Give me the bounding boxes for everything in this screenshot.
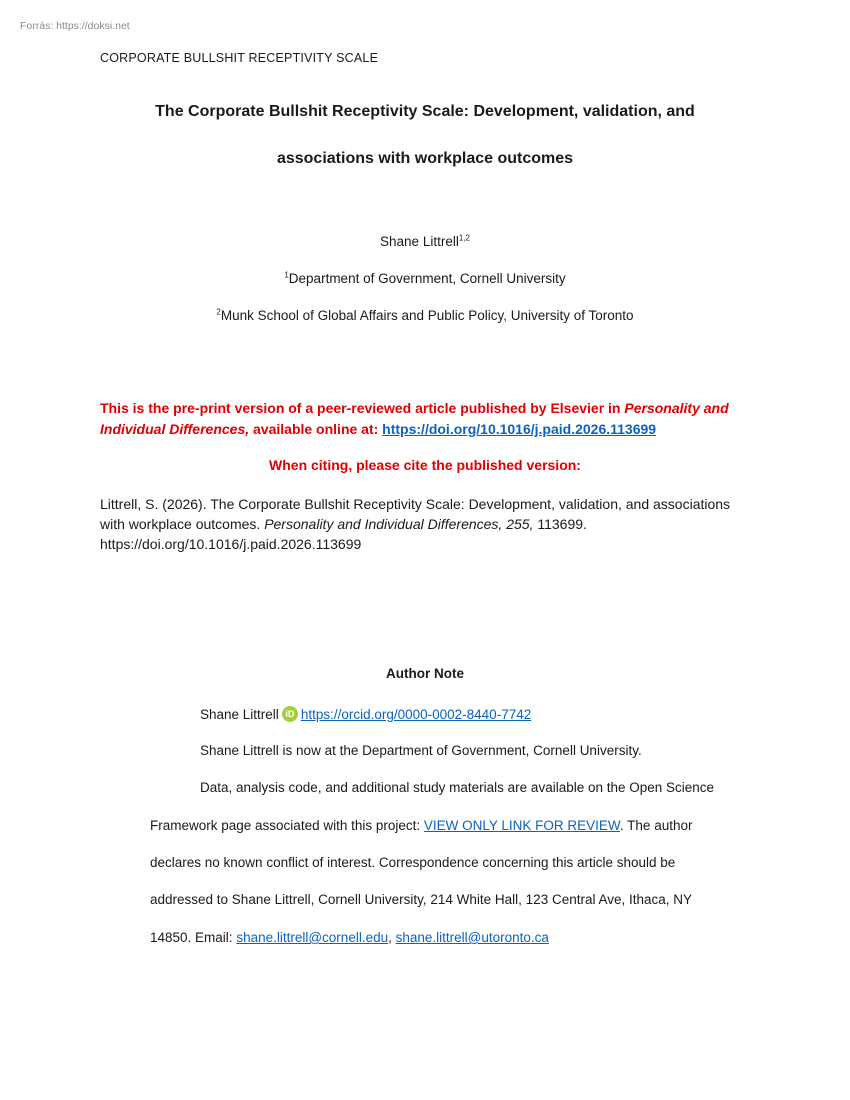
notice-journal: Personality and Individual Differences,: [100, 400, 729, 437]
preprint-notice: [100, 398, 760, 440]
doi-link[interactable]: https://doi.org/10.1016/j.paid.2026.113699: [382, 421, 657, 437]
source-watermark: Forrás: https://doksi.net: [20, 20, 130, 32]
osf-line: [150, 818, 692, 833]
affiliation-2: [0, 308, 850, 323]
orcid-icon[interactable]: iD: [282, 706, 298, 722]
orcid-link[interactable]: https://orcid.org/0000-0002-8440-7742: [300, 707, 532, 722]
notice-text-1: This is the pre-print version of a peer-reviewed article published by Elsevier in: [100, 400, 625, 416]
affiliation-superscript: 1: [284, 270, 289, 280]
citation-part-2: 113699. https://doi.org/10.1016/j.paid.2026.113699: [100, 516, 587, 552]
citation: [100, 494, 740, 554]
affiliation-1: [0, 271, 850, 286]
paper-title-line-1: The Corporate Bullshit Receptivity Scale: Development, validation, and: [155, 103, 695, 120]
osf-review-link[interactable]: VIEW ONLY LINK FOR REVIEW: [423, 818, 620, 833]
address-line: addressed to Shane Littrell, Cornell University, 214 White Hall, 123 Central Ave, Ithaca, NY: [150, 892, 693, 907]
orcid-line: [200, 706, 531, 722]
affiliation-superscript: 2: [216, 307, 221, 317]
author-note-heading: Author Note: [386, 666, 464, 681]
email-separator: ,: [388, 930, 396, 945]
orcid-author-name: Shane Littrell: [200, 707, 279, 722]
notice-text-2: available online at:: [249, 421, 383, 437]
email-link-cornell[interactable]: shane.littrell@cornell.edu: [236, 930, 389, 945]
citation-journal: Personality and Individual Differences, 255,: [264, 516, 534, 532]
author-superscript: 1,2: [458, 233, 470, 243]
conflict-line: declares no known conflict of interest. Correspondence concerning this article should be: [150, 855, 676, 870]
email-line: [150, 930, 549, 945]
paper-title-line-2: associations with workplace outcomes: [276, 150, 574, 167]
citation-part-1: Littrell, S. (2026). The Corporate Bullshit Receptivity Scale: Development, validation, and associations with workplace outcomes.: [100, 496, 731, 532]
email-link-utoronto[interactable]: shane.littrell@utoronto.ca: [395, 930, 549, 945]
affiliation-text: Munk School of Global Affairs and Public Policy, University of Toronto: [220, 308, 634, 323]
cite-note: When citing, please cite the published version:: [269, 457, 581, 473]
author-line: [0, 234, 850, 249]
affiliation-text: Department of Government, Cornell University: [288, 271, 566, 286]
running-head: CORPORATE BULLSHIT RECEPTIVITY SCALE: [100, 51, 379, 65]
data-availability-line: Data, analysis code, and additional study materials are available on the Open Science: [200, 780, 715, 795]
osf-text-post: . The author: [619, 818, 693, 833]
osf-text-pre: Framework page associated with this project:: [150, 818, 424, 833]
author-name: Shane Littrell: [380, 234, 459, 249]
author-now-line: Shane Littrell is now at the Department of Government, Cornell University.: [200, 743, 642, 758]
email-text-pre: 14850. Email:: [150, 930, 237, 945]
